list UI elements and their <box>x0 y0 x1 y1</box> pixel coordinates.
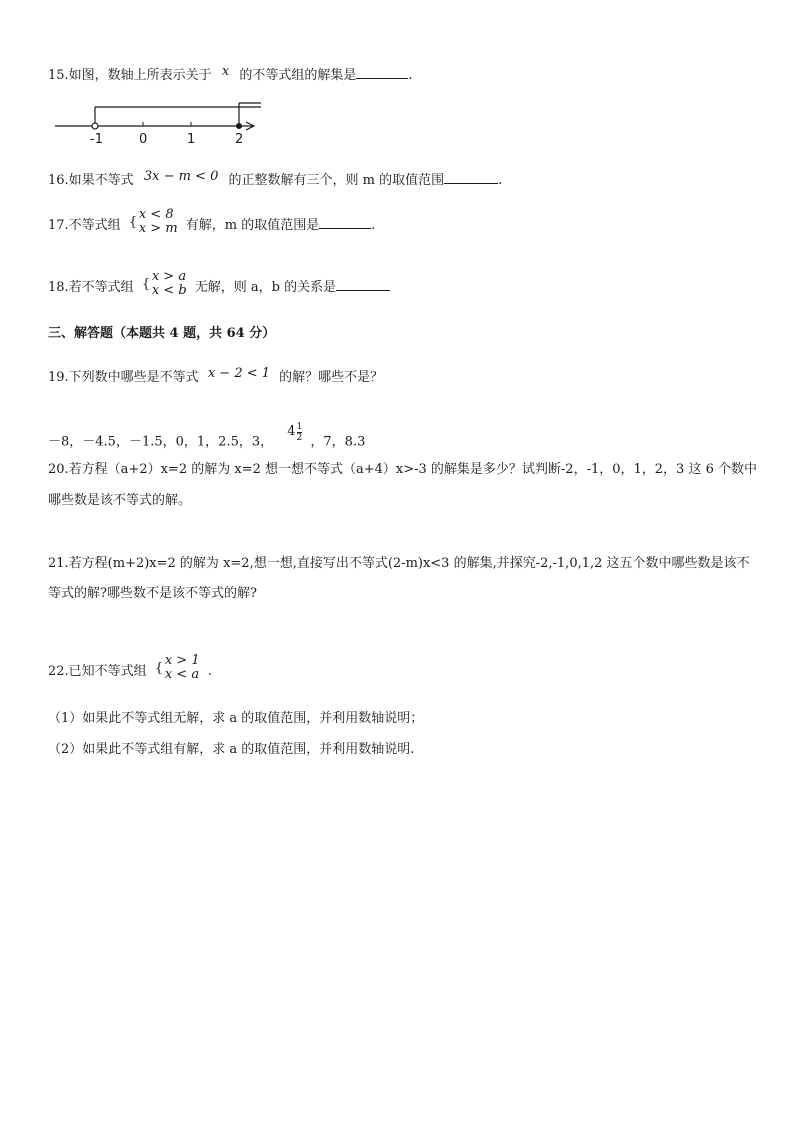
question-18 <box>48 270 390 298</box>
q22-part-1: （1）如果此不等式组无解，求 a 的取值范围，并利用数轴说明； <box>48 711 424 726</box>
q15-end: . <box>408 68 413 83</box>
q19-suffix: 的解？哪些不是？ <box>279 370 384 385</box>
question-17 <box>48 208 375 236</box>
q19-numbers <box>48 412 365 463</box>
question-22 <box>48 654 212 682</box>
open-point-neg1 <box>92 123 98 129</box>
q17-suffix: 有解，m 的取值范围是 <box>185 218 320 233</box>
question-20-line1: 20.若方程（a+2）x=2 的解为 x=2 想一想不等式（a+4）x>-3 的解集是多少？试判断-2，-1，0，1，2，3 这 6 个数中 <box>48 462 757 477</box>
q22-system <box>155 654 200 682</box>
question-15 <box>48 62 412 86</box>
q22-prefix: 22.已知不等式组 <box>48 664 147 679</box>
q19-numbers-after: ，7，8.3 <box>310 434 366 450</box>
q15-suffix: 的不等式组的解集是 <box>239 68 357 83</box>
q18-system <box>142 270 187 298</box>
closed-point-2 <box>236 123 242 129</box>
brace-icon: { <box>128 215 138 230</box>
q19-numbers-before: －8，－4.5，－1.5，0，1，2.5，3， <box>48 434 274 450</box>
q22-row1: x > 1 <box>164 653 200 668</box>
q17-prefix: 17.不等式组 <box>48 218 121 233</box>
q16-end: . <box>498 173 503 188</box>
tick-label-2: 2 <box>235 132 244 146</box>
question-16 <box>48 167 502 191</box>
question-21-line2: 等式的解?哪些数不是该不等式的解? <box>48 586 257 601</box>
q19-fraction-den: 2 <box>296 432 303 443</box>
q19-mixed-number <box>287 412 302 453</box>
q22-end: . <box>207 664 212 679</box>
q16-answer-blank <box>444 169 498 184</box>
q18-row1: x > a <box>151 269 187 284</box>
q18-suffix: 无解，则 a，b 的关系是 <box>194 280 337 295</box>
tick-label-neg1: -1 <box>90 132 103 146</box>
q22-row2: x < a <box>164 667 200 682</box>
q17-row2: x > m <box>138 221 178 236</box>
q18-prefix: 18.若不等式组 <box>48 280 134 295</box>
number-line-figure <box>55 98 270 146</box>
q19-inequality: x − 2 < 1 <box>207 366 271 381</box>
q18-row2: x < b <box>151 283 187 298</box>
q17-system <box>129 208 178 236</box>
q22-part-2: （2）如果此不等式组有解，求 a 的取值范围，并利用数轴说明. <box>48 742 415 757</box>
question-20-line2: 哪些数是该不等式的解。 <box>48 493 192 508</box>
brace-icon: { <box>141 277 151 292</box>
q19-fraction-num: 1 <box>296 421 303 432</box>
brace-icon: { <box>154 661 164 676</box>
section-3-heading: 三、解答题（本题共 4 题，共 64 分） <box>48 326 276 341</box>
q15-prefix: 15.如图，数轴上所表示关于 <box>48 68 212 83</box>
q19-fraction <box>297 422 303 443</box>
q17-row1: x < 8 <box>138 207 174 222</box>
q16-inequality: 3x − m < 0 <box>143 169 219 184</box>
q19-mixed-whole: 4 <box>287 424 296 439</box>
q17-end: . <box>371 218 376 233</box>
question-21-line1: 21.若方程(m+2)x=2 的解为 x=2,想一想,直接写出不等式(2-m)x<3 的解集,并探究-2,-1,0,1,2 这五个数中哪些数是该不 <box>48 556 750 571</box>
q16-prefix: 16.如果不等式 <box>48 173 134 188</box>
q19-prefix: 19.下列数中哪些是不等式 <box>48 370 199 385</box>
q15-variable: x <box>221 64 230 79</box>
tick-label-1: 1 <box>187 132 196 146</box>
q15-answer-blank <box>356 64 408 79</box>
q16-suffix: 的正整数解有三个，则 m 的取值范围 <box>228 173 445 188</box>
tick-label-0: 0 <box>139 132 148 146</box>
question-19 <box>48 364 383 388</box>
q18-answer-blank <box>336 276 390 291</box>
q17-answer-blank <box>319 214 371 229</box>
